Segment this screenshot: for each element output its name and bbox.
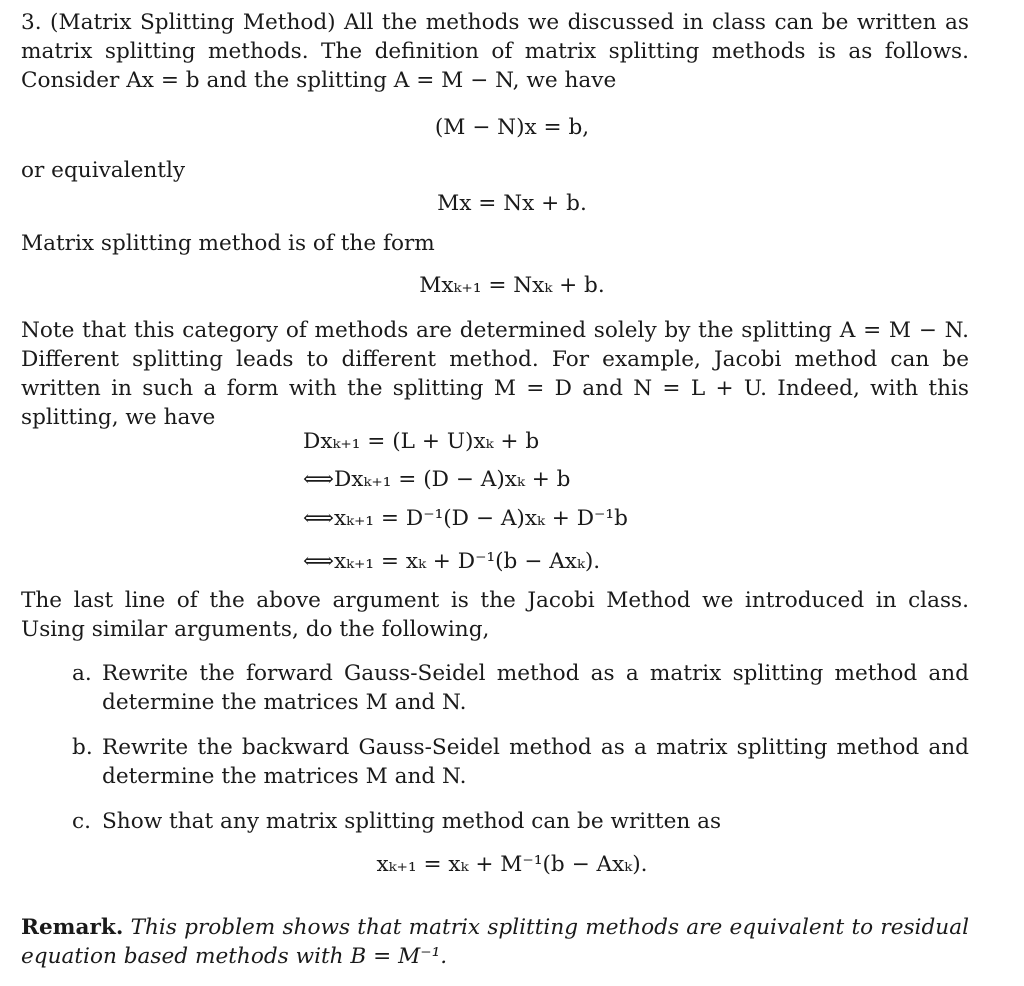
equation-1: (M − N)x = b, xyxy=(434,115,590,140)
derivation-line-2: ⟺Dxₖ₊₁ = (D − A)xₖ + b xyxy=(303,467,571,492)
derivation-line-1: Dxₖ₊₁ = (L + U)xₖ + b xyxy=(303,429,540,454)
remark-text: This problem shows that matrix splitting methods are equivalent to residual equation based methods with B = M⁻¹. xyxy=(21,915,969,969)
equation-final: xₖ₊₁ = xₖ + M⁻¹(b − Axₖ). xyxy=(376,852,648,877)
equation-3: Mxₖ₊₁ = Nxₖ + b. xyxy=(419,273,605,298)
after-paragraph: The last line of the above argument is the Jacobi Method we introduced in class. Using similar arguments, do the following, xyxy=(21,588,969,642)
note-paragraph: Note that this category of methods are determined solely by the splitting A = M − N. Different splitting leads to different method. For example, Jacobi method can be written in such a form with the splitting M = D and N = L + U. Indeed, with this splitting, we have xyxy=(21,318,969,430)
derivation-line-3: ⟺xₖ₊₁ = D⁻¹(D − A)xₖ + D⁻¹b xyxy=(303,506,628,531)
remark-paragraph xyxy=(21,913,969,971)
list-item-label: b. xyxy=(72,735,93,760)
equation-2: Mx = Nx + b. xyxy=(437,191,587,216)
list-item-text: Rewrite the forward Gauss-Seidel method as a matrix splitting method and determine the matrices M and N. xyxy=(102,661,969,715)
problem-intro: 3. (Matrix Splitting Method) All the methods we discussed in class can be written as matrix splitting methods. The definition of matrix splitting methods is as follows. Consider Ax = b and the splitting A = M − N, we have xyxy=(21,10,969,93)
list-item-label: a. xyxy=(72,661,92,686)
form-text: Matrix splitting method is of the form xyxy=(21,231,435,256)
list-item-c xyxy=(72,807,969,836)
list-item-label: c. xyxy=(72,809,91,834)
list-item-text: Show that any matrix splitting method can be written as xyxy=(102,809,722,834)
remark-label: Remark. xyxy=(21,915,124,940)
list-item-b xyxy=(72,733,969,789)
or-equivalently-text: or equivalently xyxy=(21,158,186,183)
derivation-line-4: ⟺xₖ₊₁ = xₖ + D⁻¹(b − Axₖ). xyxy=(303,549,601,574)
list-item-text: Rewrite the backward Gauss-Seidel method as a matrix splitting method and determine the matrices M and N. xyxy=(102,735,969,789)
list-item-a xyxy=(72,659,969,715)
